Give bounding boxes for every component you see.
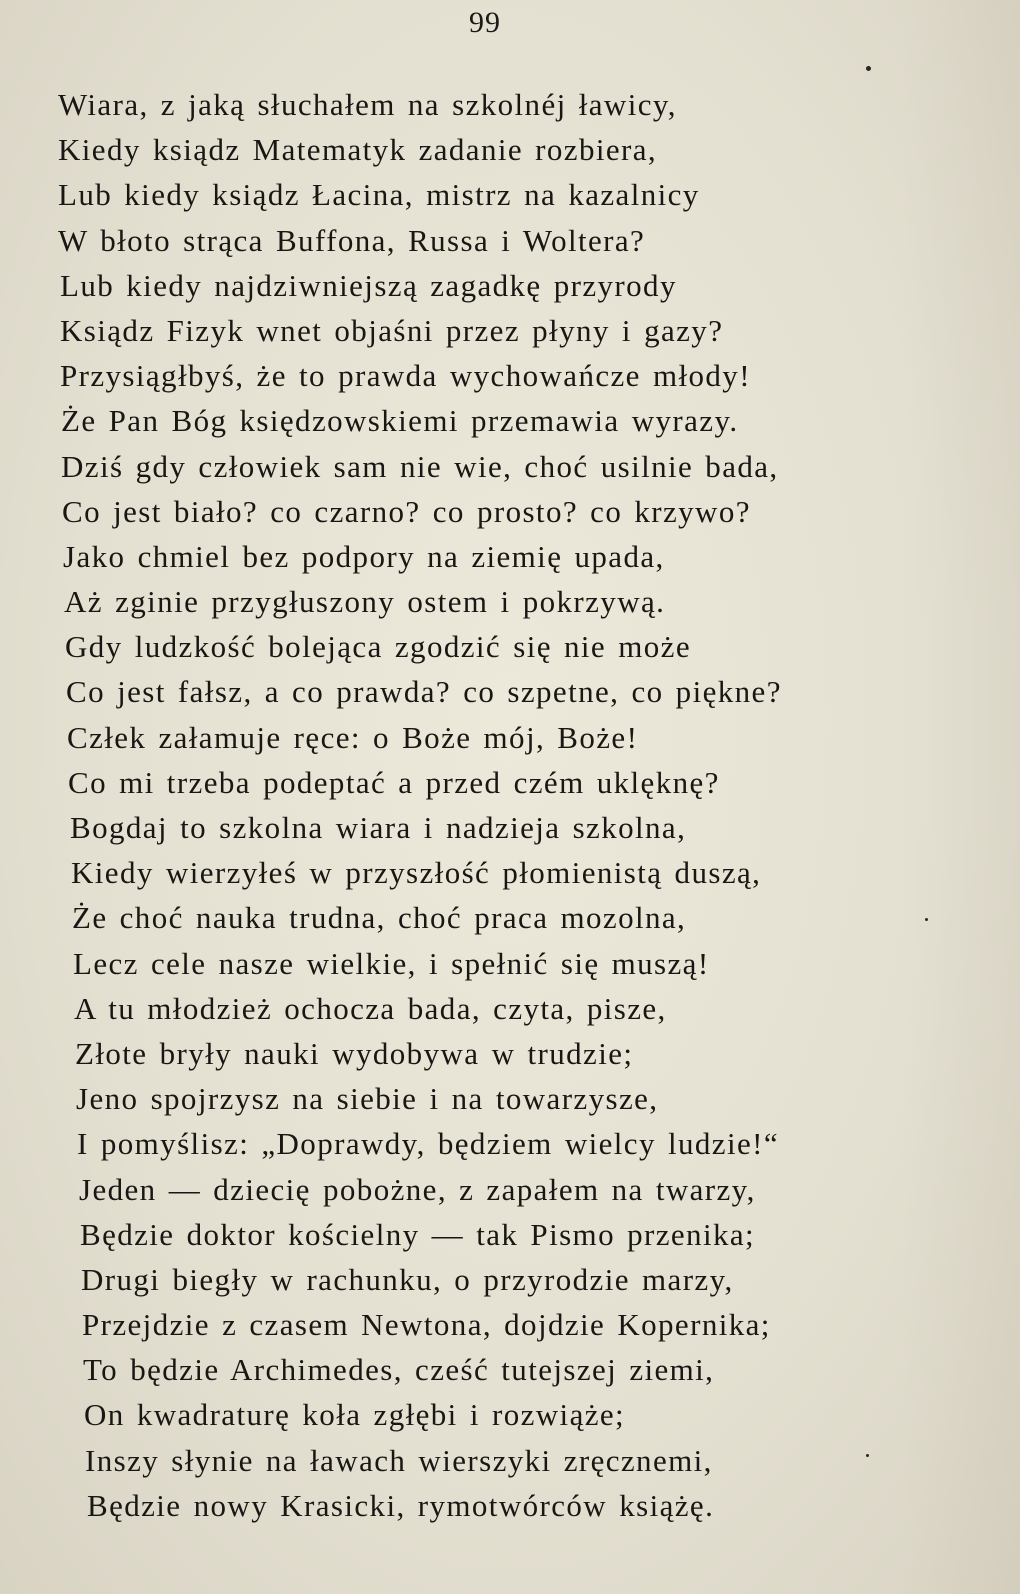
- verse-line: I pomyślisz: „Doprawdy, będziem wielcy ludzie!“: [77, 1126, 780, 1162]
- print-speck: [925, 918, 928, 921]
- verse-line: Będzie doktor kościelny — tak Pismo przenika;: [80, 1216, 756, 1252]
- verse-line: Ksiądz Fizyk wnet objaśni przez płyny i gazy?: [60, 312, 724, 348]
- poem-text: [58, 82, 938, 1528]
- print-speck: [866, 66, 871, 71]
- verse-line: Dziś gdy człowiek sam nie wie, choć usilnie bada,: [61, 448, 779, 484]
- verse-line: Gdy ludzkość bolejąca zgodzić się nie może: [65, 629, 691, 665]
- verse-line: Że choć nauka trudna, choć praca mozolna,: [72, 900, 687, 936]
- verse-line: Jeno spojrzysz na siebie i na towarzysze,: [76, 1081, 659, 1117]
- verse-line: To będzie Archimedes, cześć tutejszej ziemi,: [83, 1352, 715, 1388]
- verse-line: Będzie nowy Krasicki, rymotwórców książę.: [87, 1487, 715, 1523]
- verse-line: A tu młodzież ochocza bada, czyta, pisze,: [74, 990, 667, 1026]
- verse-line: Drugi biegły w rachunku, o przyrodzie marzy,: [81, 1261, 734, 1297]
- print-speck: [866, 1454, 869, 1457]
- verse-line: Kiedy wierzyłeś w przyszłość płomienistą duszą,: [71, 855, 762, 891]
- verse-line: Że Pan Bóg księdzowskiemi przemawia wyrazy.: [61, 403, 739, 439]
- verse-line: Przysiągłbyś, że to prawda wychowańcze młody!: [60, 358, 751, 394]
- verse-line: Lecz cele nasze wielkie, i spełnić się muszą!: [73, 945, 710, 981]
- verse-line: Lub kiedy ksiądz Łacina, mistrz na kazalnicy: [58, 177, 700, 213]
- verse-line: Aż zginie przygłuszony ostem i pokrzywą.: [64, 584, 666, 620]
- verse-line: On kwadraturę koła zgłębi i rozwiąże;: [84, 1397, 626, 1433]
- verse-line: Przejdzie z czasem Newtona, dojdzie Kopernika;: [82, 1307, 771, 1343]
- verse-line: Lub kiedy najdziwniejszą zagadkę przyrody: [60, 267, 677, 303]
- verse-line: Złote bryły nauki wydobywa w trudzie;: [75, 1035, 634, 1071]
- verse-line: Jeden — dziecię pobożne, z zapałem na twarzy,: [79, 1171, 756, 1207]
- verse-line: Jako chmiel bez podpory na ziemię upada,: [63, 538, 665, 574]
- verse-line: Co mi trzeba podeptać a przed czém uklęknę?: [68, 764, 720, 800]
- verse-line: Wiara, z jaką słuchałem na szkolnéj ławicy,: [58, 87, 677, 122]
- page-number: 99: [469, 6, 501, 39]
- verse-line: Inszy słynie na ławach wierszyki zręcznemi,: [85, 1442, 713, 1478]
- verse-line: Co jest biało? co czarno? co prosto? co krzywo?: [62, 493, 751, 529]
- verse-line: Bogdaj to szkolna wiara i nadzieja szkolna,: [70, 810, 687, 845]
- verse-line: W błoto strąca Buffona, Russa i Woltera?: [58, 222, 646, 258]
- verse-line: Co jest fałsz, a co prawda? co szpetne, co piękne?: [66, 674, 782, 710]
- verse-line: Człek załamuje ręce: o Boże mój, Boże!: [67, 719, 639, 755]
- verse-line: Kiedy ksiądz Matematyk zadanie rozbiera,: [58, 132, 658, 168]
